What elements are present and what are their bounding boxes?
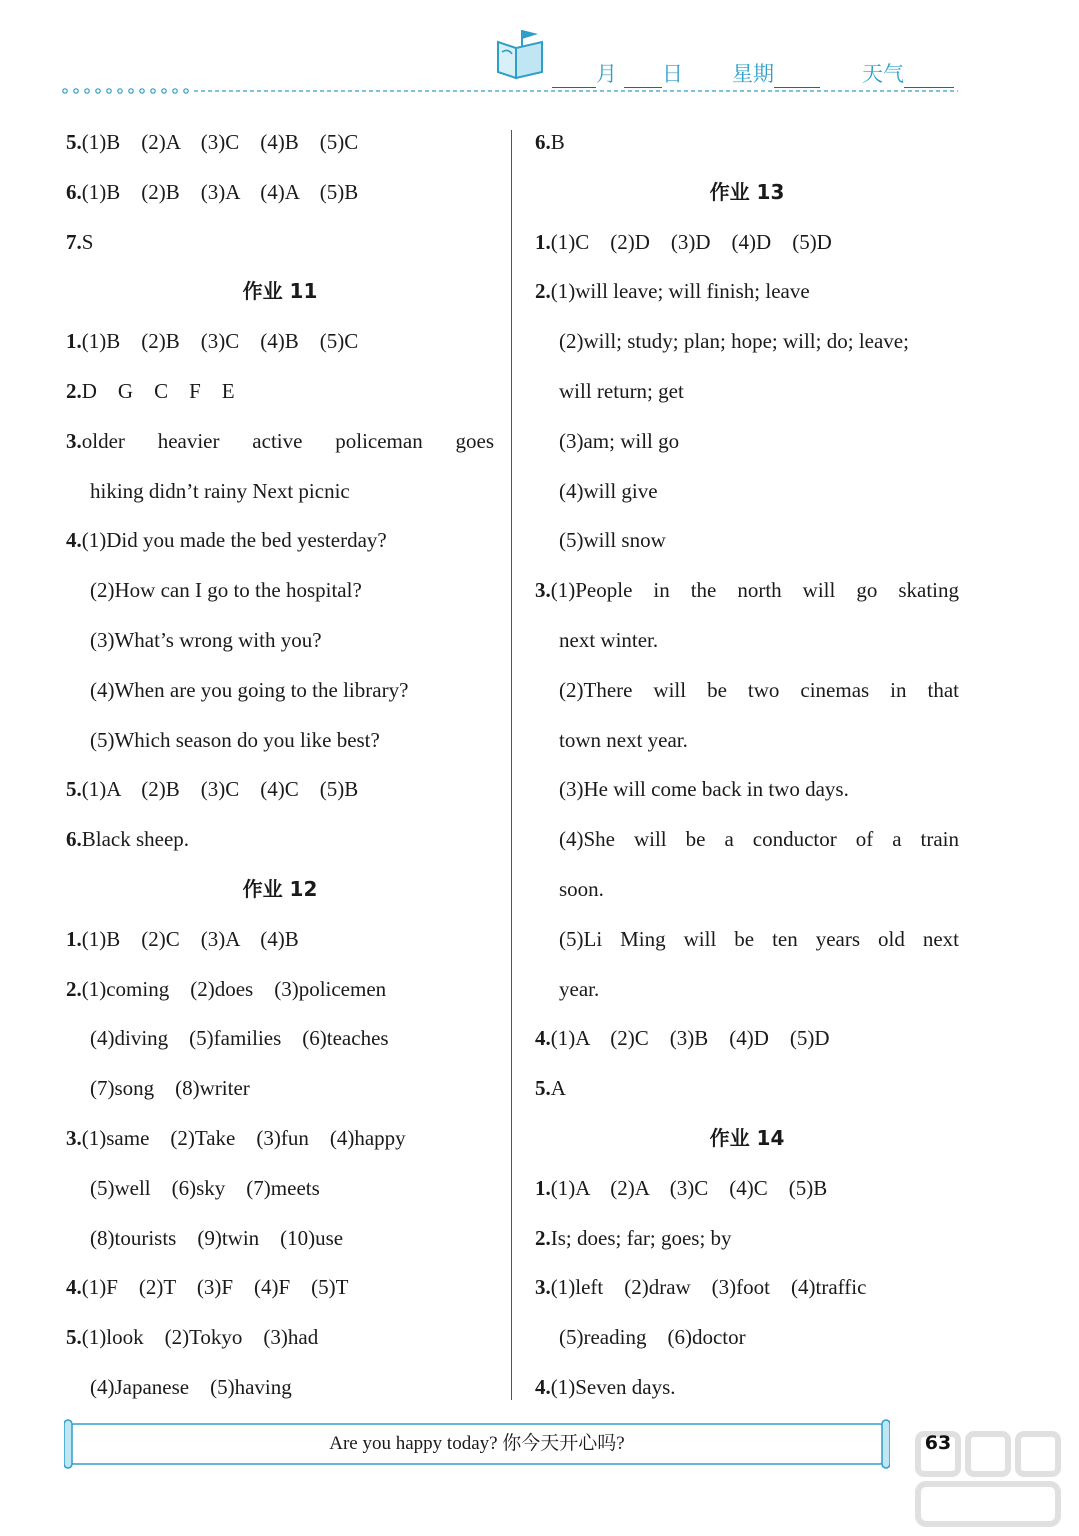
answer-text: A: [550, 1076, 566, 1101]
answer-line: [66, 367, 494, 417]
question-number: 4.: [535, 1374, 551, 1399]
answer-continuation: (3)am; will go: [559, 428, 680, 453]
day-field[interactable]: 日: [624, 58, 683, 88]
answer-continuation: next winter.: [559, 627, 659, 652]
answer-text: (1)People in the north will go skating: [550, 578, 959, 603]
answer-continuation: (3)He will come back in two days.: [559, 777, 849, 802]
answer-continuation: (5)well (6)sky (7)meets: [90, 1175, 320, 1200]
section-heading: 作业 14: [709, 1125, 785, 1150]
answer-line: [535, 218, 959, 268]
question-number: 5.: [66, 130, 82, 154]
answer-continuation: town next year.: [559, 727, 688, 752]
question-number: 6.: [66, 179, 82, 204]
right-answer-column: [535, 118, 959, 1413]
question-number: 2.: [66, 976, 82, 1001]
answer-line: [66, 765, 494, 815]
answer-text: (1)Seven days.: [550, 1374, 676, 1399]
answer-text: (1)look (2)Tokyo (3)had: [81, 1325, 319, 1350]
answer-text: S: [81, 229, 94, 254]
answer-line: [66, 915, 494, 965]
answer-line: [535, 1064, 959, 1114]
answer-text: (1)F (2)T (3)F (4)F (5)T: [81, 1275, 349, 1300]
answer-line: [535, 118, 959, 168]
answer-text: (1)Did you made the bed yesterday?: [81, 528, 387, 553]
answer-continuation: year.: [559, 976, 600, 1001]
answer-continuation: (2)will; study; plan; hope; will; do; leave;: [559, 329, 909, 354]
answer-line: [535, 566, 959, 616]
section-heading: 作业 11: [242, 279, 318, 304]
open-book-flag-icon: [492, 28, 550, 80]
question-number: 3.: [66, 1125, 82, 1150]
answer-text: (1)A (2)B (3)C (4)C (5)B: [81, 777, 359, 802]
answer-text: (1)same (2)Take (3)fun (4)happy: [81, 1125, 406, 1150]
question-number: 5.: [66, 777, 82, 802]
question-number: 4.: [535, 1026, 551, 1051]
answer-text: (1)C (2)D (3)D (4)D (5)D: [550, 229, 832, 254]
answer-line: [535, 1014, 959, 1064]
month-field[interactable]: 月: [552, 58, 617, 88]
answer-line: [66, 965, 494, 1015]
answer-continuation: (8)tourists (9)twin (10)use: [90, 1225, 344, 1250]
question-number: 2.: [535, 1225, 551, 1250]
answer-continuation: (2)How can I go to the hospital?: [90, 578, 362, 603]
left-answer-column: [66, 118, 494, 1413]
answer-line: [66, 317, 494, 367]
answer-line: [66, 1114, 494, 1164]
answer-text: (1)B (2)B (3)C (4)B (5)C: [81, 329, 359, 354]
answer-continuation: (5)Li Ming will be ten years old next: [559, 926, 959, 951]
question-number: 1.: [66, 926, 82, 951]
answer-text: B: [550, 130, 565, 154]
answer-text: (1)B (2)A (3)C (4)B (5)C: [81, 130, 359, 154]
answer-text: Is; does; far; goes; by: [550, 1225, 732, 1250]
header-divider: [62, 88, 958, 94]
answer-line: [535, 1263, 959, 1313]
question-number: 7.: [66, 229, 82, 254]
question-number: 3.: [535, 1275, 551, 1300]
answer-continuation: (4)When are you going to the library?: [90, 677, 409, 702]
answer-continuation: (5)reading (6)doctor: [559, 1325, 746, 1350]
answer-continuation: (3)What’s wrong with you?: [90, 627, 322, 652]
answer-line: [66, 516, 494, 566]
answer-line: [66, 118, 494, 168]
question-number: 6.: [535, 130, 551, 154]
answer-continuation: (7)song (8)writer: [90, 1076, 250, 1101]
answer-continuation: (4)will give: [559, 478, 658, 503]
answer-line: [535, 1164, 959, 1214]
answer-text: (1)coming (2)does (3)policemen: [81, 976, 387, 1001]
answer-line: [66, 417, 494, 467]
question-number: 6.: [66, 827, 82, 852]
answer-line: [66, 1313, 494, 1363]
answer-text: (1)will leave; will finish; leave: [550, 279, 810, 304]
weekday-field[interactable]: 星期: [732, 58, 820, 88]
answer-line: [66, 1263, 494, 1313]
question-number: 2.: [66, 378, 82, 403]
question-number: 5.: [66, 1325, 82, 1350]
question-number: 1.: [535, 229, 551, 254]
answer-text: D G C F E: [81, 378, 235, 403]
answer-continuation: (2)There will be two cinemas in that: [559, 677, 959, 702]
answer-text: (1)B (2)B (3)A (4)A (5)B: [81, 179, 359, 204]
question-number: 1.: [535, 1175, 551, 1200]
answer-continuation: will return; get: [559, 378, 684, 403]
answer-continuation: (4)She will be a conductor of a train: [559, 827, 959, 852]
question-number: 3.: [66, 428, 82, 453]
question-number: 1.: [66, 329, 82, 354]
answer-line: [66, 168, 494, 218]
answer-text: older heavier active policeman goes: [81, 428, 494, 453]
answer-line: [66, 218, 494, 268]
answer-continuation: (5)Which season do you like best?: [90, 727, 380, 752]
footer-slogan: Are you happy today? 你今天开心吗?: [329, 1433, 625, 1454]
question-number: 2.: [535, 279, 551, 304]
answer-text: (1)A (2)C (3)B (4)D (5)D: [550, 1026, 830, 1051]
answer-continuation: (4)diving (5)families (6)teaches: [90, 1026, 389, 1051]
section-heading: 作业 13: [709, 179, 785, 204]
answer-continuation: soon.: [559, 876, 604, 901]
answer-text: (1)A (2)A (3)C (4)C (5)B: [550, 1175, 828, 1200]
answer-line: [535, 1214, 959, 1264]
question-number: 5.: [535, 1076, 551, 1101]
question-number: 3.: [535, 578, 551, 603]
answer-line: [66, 815, 494, 865]
answer-continuation: (5)will snow: [559, 528, 666, 553]
answer-continuation: hiking didn’t rainy Next picnic: [90, 478, 350, 503]
answer-line: [535, 1363, 959, 1413]
question-number: 4.: [66, 1275, 82, 1300]
answer-continuation: (4)Japanese (5)having: [90, 1374, 292, 1399]
section-heading: 作业 12: [242, 876, 318, 901]
answer-text: (1)left (2)draw (3)foot (4)traffic: [550, 1275, 867, 1300]
answer-text: Black sheep.: [81, 827, 190, 852]
column-divider: [511, 130, 512, 1400]
answer-text: (1)B (2)C (3)A (4)B: [81, 926, 299, 951]
question-number: 4.: [66, 528, 82, 553]
answer-line: [535, 267, 959, 317]
page-number: 63: [924, 1432, 952, 1454]
weather-field[interactable]: 天气: [862, 58, 954, 88]
